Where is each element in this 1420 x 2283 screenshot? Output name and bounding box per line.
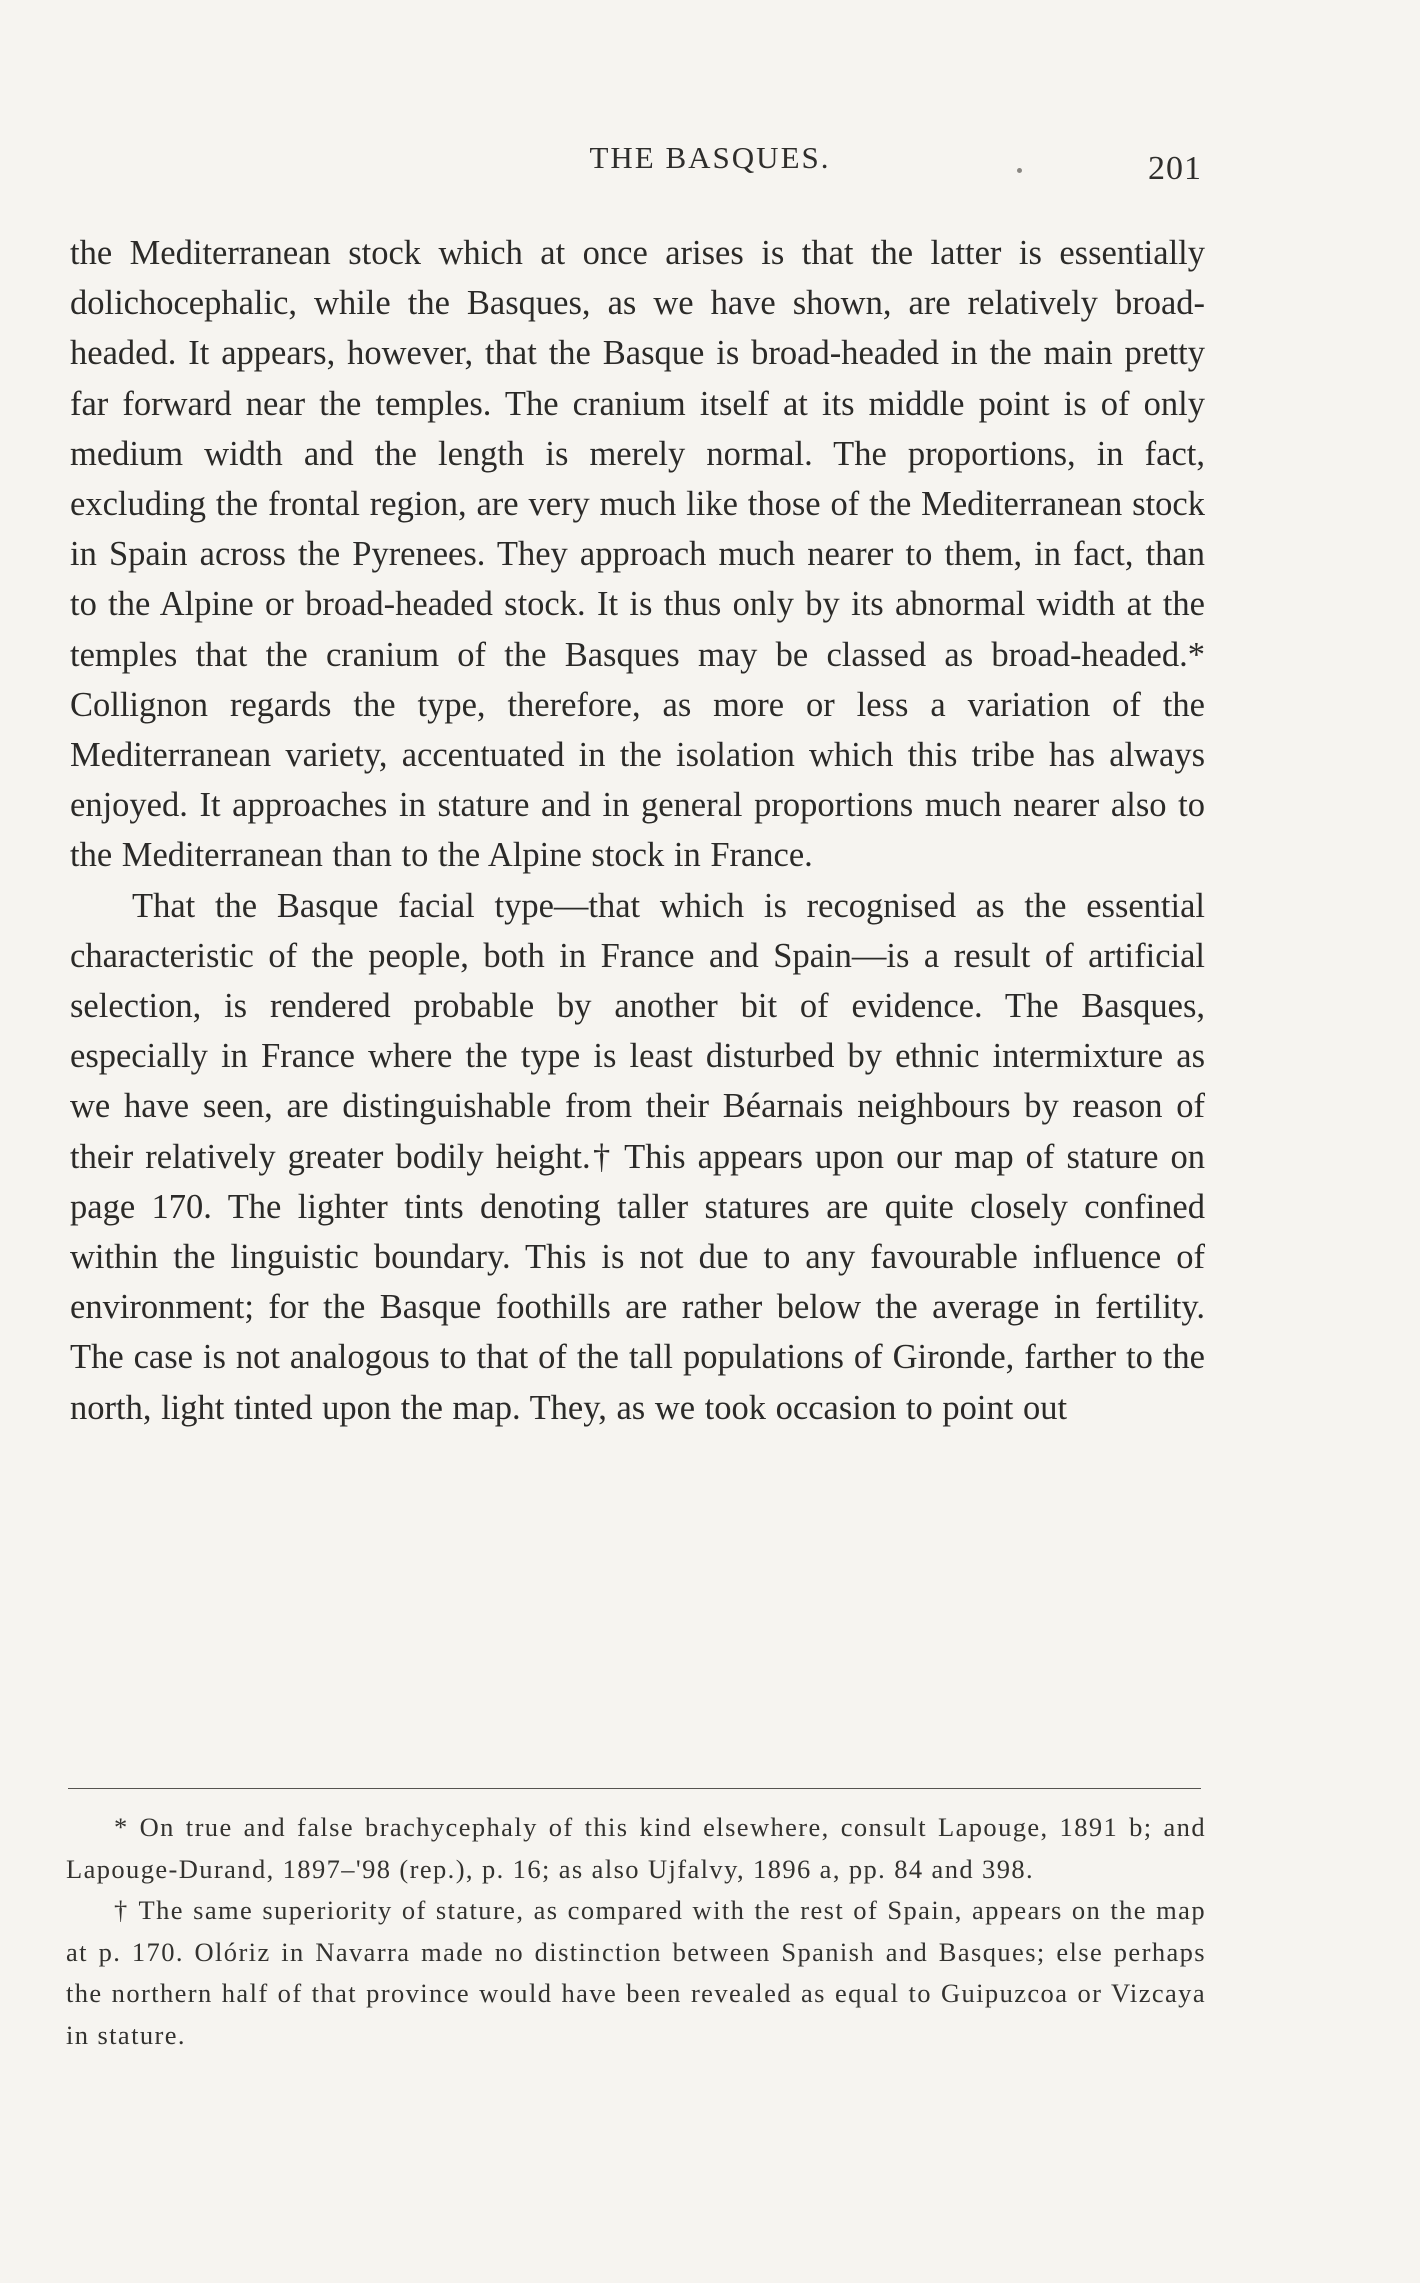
running-title: THE BASQUES. [589, 140, 831, 175]
footnote: * On true and false brachycephaly of this kind elsewhere, consult Lapouge, 1891 b; and Lapouge-Durand, 1897–'98 (rep.), p. 16; as also Ujfalvy, 1896 a, pp. 84 and 398. [66, 1812, 1206, 1884]
paragraph: That the Basque facial type—that which is recognised as the essential characteristic of the people, both in France and Spain—is a result of artificial selection, is rendered probable by another bit of evidence. The Basques, especially in France where the type is least disturbed by ethnic intermixture as we have seen, are distinguishable from their Béarnais neighbours by reason of their relatively greater bodily height.† This appears upon our map of stature on page 170. The lighter tints denoting taller statures are quite closely confined within the linguistic boundary. This is not due to any favourable influence of environment; for the Basque foothills are rather below the average in fertility. The case is not analogous to that of the tall populations of Gironde, farther to the north, light tinted upon the map. They, as we took occasion to point out [70, 886, 1205, 1427]
running-head [0, 140, 1420, 190]
footnotes [66, 1807, 1206, 2056]
print-speck [1017, 168, 1022, 173]
paragraph: the Mediterranean stock which at once arises is that the latter is essentially dolichocephalic, while the Basques, as we have shown, are relatively broad-headed. It appears, however, that the Basque is broad-headed in the main pretty far forward near the temples. The cranium itself at its middle point is of only medium width and the length is merely normal. The proportions, in fact, excluding the frontal region, are very much like those of the Mediterranean stock in Spain across the Pyrenees. They approach much nearer to them, in fact, than to the Alpine or broad-headed stock. It is thus only by its abnormal width at the temples that the cranium of the Basques may be classed as broad-headed.* Collignon regards the type, therefore, as more or less a variation of the Mediterranean variety, accentuated in the isolation which this tribe has always enjoyed. It approaches in stature and in general proportions much nearer also to the Mediterranean than to the Alpine stock in France. [70, 234, 1205, 875]
page-number: 201 [1148, 150, 1202, 187]
body-text [70, 228, 1205, 1433]
footnote-rule [68, 1788, 1201, 1789]
footnote: † The same superiority of stature, as compared with the rest of Spain, appears on the map at p. 170. Olóriz in Navarra made no distinction between Spanish and Basques; else perhaps the northern half of that province would have been revealed as equal to Guipuzcoa or Vizcaya in stature. [66, 1895, 1206, 2050]
